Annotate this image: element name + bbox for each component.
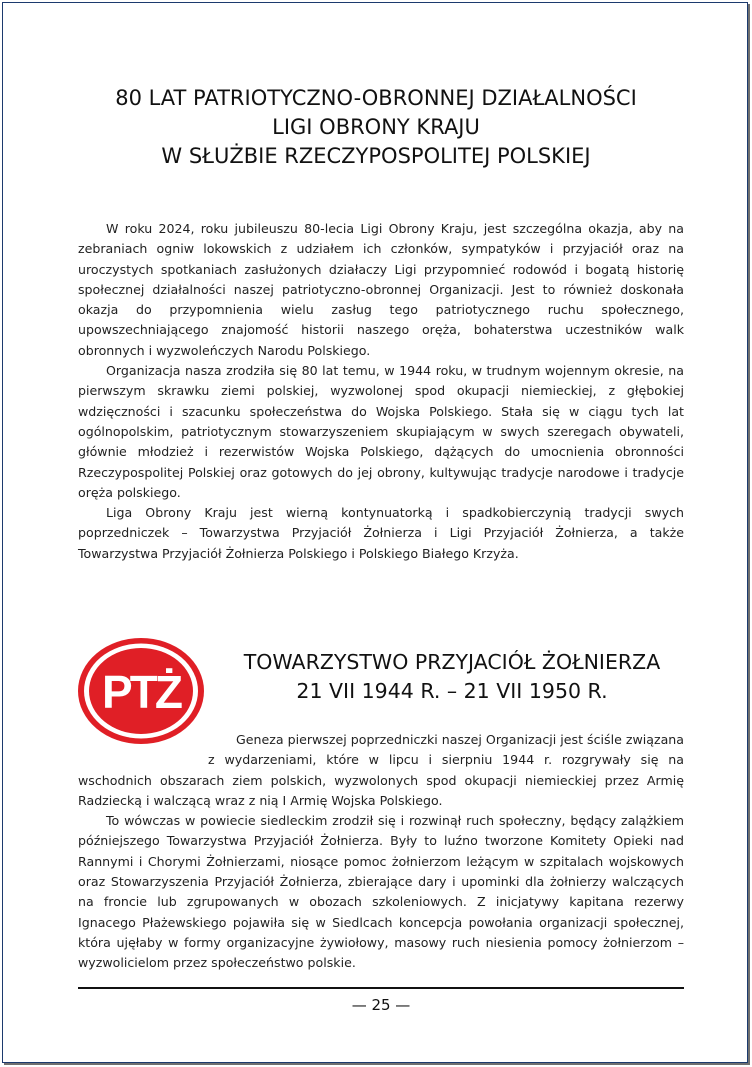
paragraph: Organizacja nasza zrodziła się 80 lat temu, w 1944 roku, w trudnym wojennym okresie, na pierwszym skrawku ziemi polskiej, wyzwolonej spod okupacji niemieckiej, z głębokiej wdzięczności i szacunku społeczeństwa do Wojska Polskiego. Stała się w ciągu tych lat ogólnopolskim, patriotycznym stowarzyszeniem skupiającym w swych szeregach obywateli, głównie młodzież i rezerwistów Wojska Polskiego, dążących do umocnienia obronności Rzeczypospolitej Polskiej oraz gotowych do jej obrony, kultywując tradycje narodowe i tradycje oręża polskiego. <box>78 363 684 500</box>
section-body-tpz <box>78 730 684 974</box>
paragraph: W roku 2024, roku jubileuszu 80-lecia Ligi Obrony Kraju, jest szczególna okazja, aby na zebraniach ogniw lokowskich z udziałem ich członków, sympatyków i przyjaciół oraz na uroczystych spotkaniach zasłużonych działaczy Ligi przypomnieć rodowód i bogatą historię społecznej działalności naszej patriotyczno-obronnej Organizacji. Jest to również doskonała okazja do przypomnienia wielu zasług tego patriotycznego ruchu społecznego, upowszechniającego znajomość historii naszego oręża, bohaterstwa uczestników walk obronnych i wyzwoleńczych Narodu Polskiego. <box>78 221 684 358</box>
title-line: 80 LAT PATRIOTYCZNO-OBRONNEJ DZIAŁALNOŚCI <box>115 86 637 110</box>
title-line: W SŁUŻBIE RZECZYPOSPOLITEJ POLSKIEJ <box>161 144 591 168</box>
paragraph: To wówczas w powiecie siedleckim zrodził się i rozwinął ruch społeczny, będący zalążkiem późniejszego Towarzystwa Przyjaciół Żołnierza. Były to luźno tworzone Komitety Opieki nad Rannymi i Chorymi Żołnierzami, niosące pomoc żołnierzom leżącym w szpitalach wojskowych oraz Stowarzyszenia Przyjaciół Żołnierza, zbierające dary i upominki dla żołnierzy walczących na froncie lub zgrupowanych w obozach szkoleniowych. Z inicjatywy kapitana rezerwy Ignacego Płażewskiego pojawiła się w Siedlcach koncepcja powołania organizacji społecznej, która ujęłaby w formy organizacyjne żywiołowy, masowy ruch niesienia pomocy żołnierzom – wyzwolicielom przez społeczeństwo polskie. <box>78 813 684 971</box>
title-line: TOWARZYSTWO PRZYJACIÓŁ ŻOŁNIERZA <box>243 650 661 674</box>
title-line: 21 VII 1944 R. – 21 VII 1950 R. <box>296 679 608 703</box>
footer-rule <box>78 987 684 989</box>
section-body-80-lat <box>78 219 684 564</box>
title-line: LIGI OBRONY KRAJU <box>272 115 480 139</box>
section-title-80-lat <box>60 84 692 171</box>
page-number: — 25 — <box>351 996 411 1014</box>
paragraph: Geneza pierwszej poprzedniczki naszej Organizacji jest ściśle związana z wydarzeniami, które w lipcu i sierpniu 1944 r. rozgrywały się na wschodnich obszarach ziem polskich, wyzwolonych spod okupacji niemieckiej przez Armię Radziecką i walczącą wraz z nią I Armię Wojska Polskiego. <box>78 732 684 808</box>
logo-letters: PTŻ <box>102 666 180 718</box>
paragraph: Liga Obrony Kraju jest wierną kontynuatorką i spadkobierczynią tradycji swych poprzedniczek – Towarzystwa Przyjaciół Żołnierza i Ligi Przyjaciół Żołnierza, a także Towarzystwa Przyjaciół Żołnierza Polskiego i Polskiego Białego Krzyża. <box>78 505 684 561</box>
section-title-tpz <box>204 648 700 706</box>
logo-spacer <box>78 730 208 768</box>
